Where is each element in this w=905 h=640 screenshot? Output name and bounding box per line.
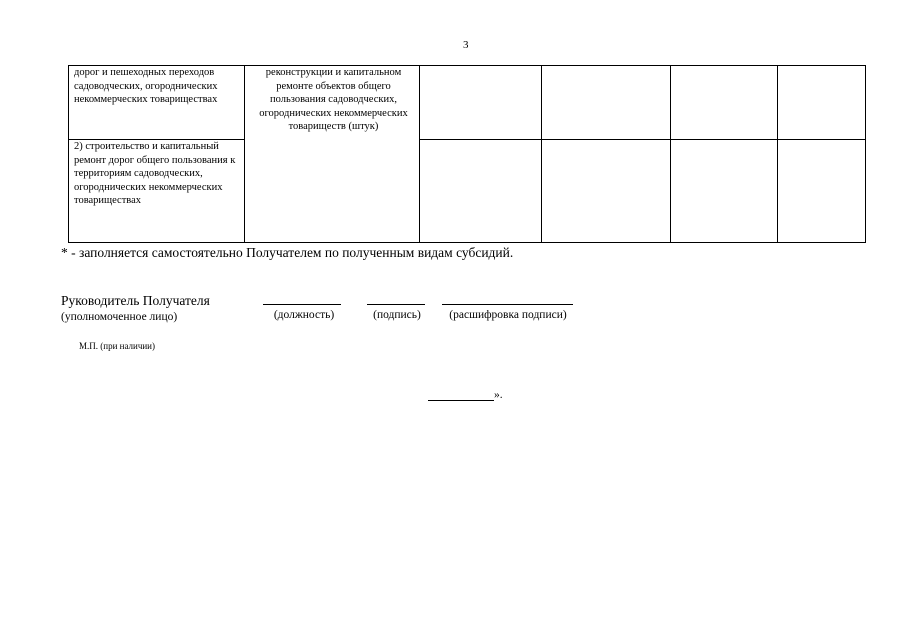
stamp-note: М.П. (при наличии) bbox=[79, 341, 155, 351]
table-row bbox=[69, 66, 866, 140]
table-cell-name: дорог и пешеходных переходов садоводческих, огороднических некоммерческих товариществах bbox=[69, 66, 245, 140]
date-blank bbox=[428, 388, 494, 401]
date-suffix: ». bbox=[494, 389, 503, 401]
position-line bbox=[263, 304, 341, 305]
signature-title: Руководитель Получателя bbox=[61, 293, 210, 308]
signature-line bbox=[367, 304, 425, 305]
signature-caption: (подпись) bbox=[373, 309, 421, 321]
table-cell-empty bbox=[420, 66, 542, 140]
table-cell-indicator: реконструкции и капитальном ремонте объектов общего пользования садоводческих, огороднических некоммерческих товариществ (штук) bbox=[245, 66, 420, 243]
decoding-caption: (расшифровка подписи) bbox=[449, 309, 567, 321]
table-cell-empty bbox=[542, 140, 671, 243]
date-line bbox=[428, 388, 503, 401]
table-cell-empty bbox=[671, 66, 778, 140]
footnote: * - заполняется самостоятельно Получателем по полученным видам субсидий. bbox=[61, 245, 514, 260]
decoding-line bbox=[442, 304, 573, 305]
table-cell-name: 2) строительство и капитальный ремонт дорог общего пользования к территориям садоводческих, огороднических некоммерческих товариществах bbox=[69, 140, 245, 243]
page-number: 3 bbox=[463, 39, 469, 51]
table-cell-empty bbox=[778, 66, 866, 140]
table-row bbox=[69, 140, 866, 243]
table-cell-empty bbox=[420, 140, 542, 243]
signature-subtitle: (уполномоченное лицо) bbox=[61, 311, 178, 323]
position-caption: (должность) bbox=[273, 309, 335, 321]
table-cell-empty bbox=[671, 140, 778, 243]
table-cell-empty bbox=[778, 140, 866, 243]
table-cell-empty bbox=[542, 66, 671, 140]
data-table bbox=[68, 65, 866, 243]
